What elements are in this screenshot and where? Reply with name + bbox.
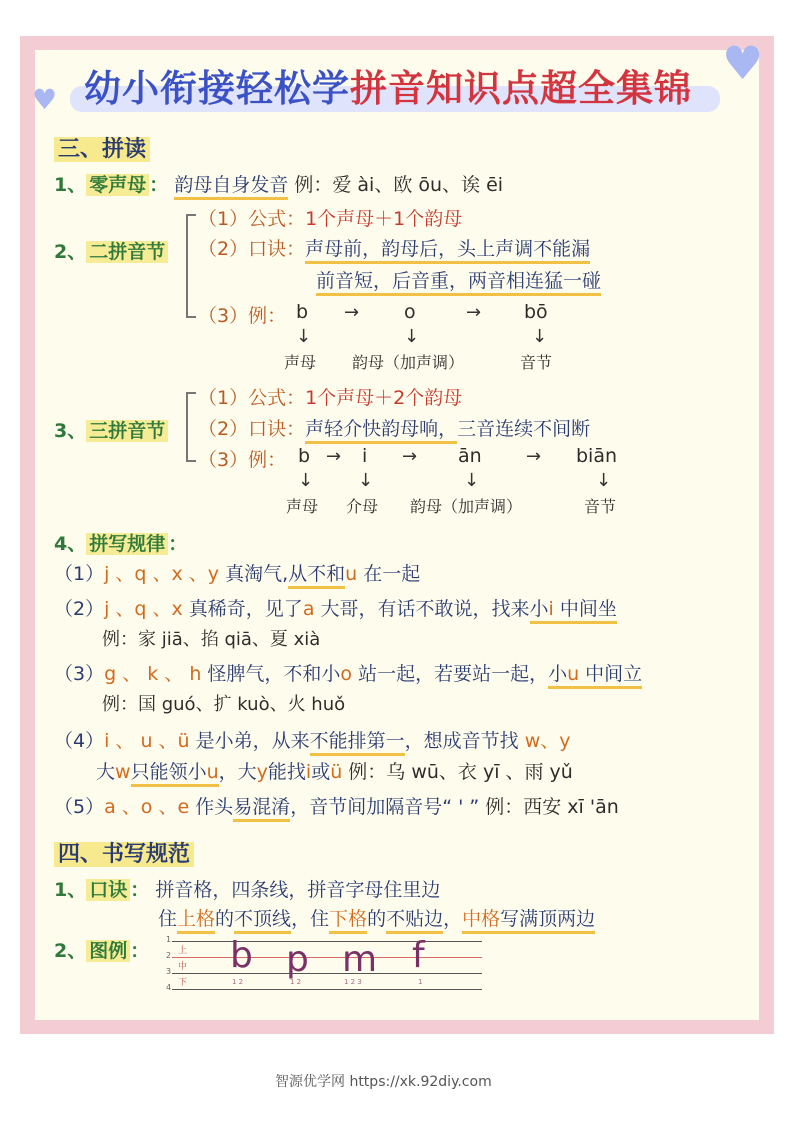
example-letter: ān: [458, 445, 482, 467]
rule-2: （2）j 、q 、x 真稀奇，见了a 大哥，有话不敢说，找来小i 中间坐: [54, 594, 617, 621]
pinyin-letter: p: [286, 939, 309, 980]
right-arrow-icon: →: [344, 302, 360, 323]
rule-3: （3）g 、 k 、 h 怪脾气，不和小o 站一起，若要站一起，小u 中间立: [54, 659, 642, 686]
staff-line: [172, 989, 482, 990]
caption: 介母: [346, 497, 379, 516]
down-arrow-icon: ↓: [296, 326, 312, 347]
example-text: 例：家 jiā、掐 qiā、夏 xià: [102, 629, 321, 650]
rhyme-line-1: （2）口诀：声母前，韵母后，头上声调不能漏: [198, 234, 590, 261]
example-syllable: bō: [524, 301, 548, 323]
title-part2: 拼音知识点超全集锦: [350, 67, 692, 110]
caption: 韵母（加声调）: [352, 353, 465, 372]
row-number: 3: [166, 967, 172, 976]
formula-line: （1）公式：1个声母＋1个韵母: [198, 208, 463, 230]
staff-line: [172, 973, 482, 974]
rule-letters: i 、 u 、ü: [104, 730, 190, 752]
example-text: 例：西安 xī 'ān: [485, 796, 619, 818]
footer-text: 智源优学网 https://xk.92diy.com: [275, 1074, 492, 1090]
staff-line: [172, 941, 482, 942]
writing-rhyme: 1、 口诀 ： 拼音格，四条线，拼音字母住里边: [54, 879, 441, 901]
section-heading-text: 三、拼读: [54, 137, 150, 162]
pinyin-letter: m: [342, 939, 378, 980]
row-number: 2: [166, 951, 172, 960]
example-tag: （3）例：: [198, 305, 287, 327]
row-number: 1: [166, 935, 172, 944]
caption: 声母: [284, 353, 317, 372]
item-label: 三拼音节: [86, 420, 168, 442]
item-label: 图例: [86, 940, 130, 962]
item-three-part-syllable: 3、 三拼音节: [54, 416, 168, 443]
rule-letters: g 、 k 、 h: [104, 663, 202, 685]
rhyme-text: 前音短，后音重，两音相连猛一碰: [316, 270, 601, 296]
rule-letters: j 、q 、x: [104, 598, 183, 620]
stroke-order: 1 2 3: [344, 978, 362, 986]
rule-text: 韵母自身发音: [174, 174, 288, 200]
down-arrow-icon: ↓: [358, 470, 374, 491]
item-label: 零声母: [86, 174, 149, 196]
down-arrow-icon: ↓: [404, 326, 420, 347]
right-arrow-icon: →: [402, 446, 418, 467]
rule-1: （1）j 、q 、x 、y 真淘气,从不和u 在一起: [54, 559, 420, 586]
example-letter: i: [362, 445, 368, 467]
section-heading-4: [54, 837, 194, 868]
row-number: 4: [166, 983, 172, 992]
caption: 音节: [520, 353, 553, 372]
rhyme-text: 声轻介快韵母响，: [305, 418, 457, 444]
example-letter: o: [404, 301, 416, 323]
stroke-order: 1: [418, 978, 423, 986]
caption: 韵母（加声调）: [410, 497, 523, 516]
rule-4: （4）i 、 u 、ü 是小弟，从来不能排第一，想成音节找 w、y: [54, 726, 570, 753]
down-arrow-icon: ↓: [298, 470, 314, 491]
right-arrow-icon: →: [326, 446, 342, 467]
rhyme-line: （2）口诀：声轻介快韵母响，三音连续不间断: [198, 414, 590, 441]
rhyme-text: 拼音格，四条线，拼音字母住里边: [155, 879, 441, 901]
zone-label: 下: [178, 978, 188, 988]
heart-icon: ♥: [32, 83, 58, 116]
heart-icon: ♥: [722, 36, 764, 90]
item-spelling-rules: 4、 拼写规律 ：: [54, 533, 188, 555]
stroke-order: 1 2: [290, 978, 302, 986]
example-tag: （3）例：: [198, 449, 287, 471]
rhyme-line-2: [316, 266, 601, 293]
formula-text: 1个声母＋1个韵母: [305, 208, 463, 230]
down-arrow-icon: ↓: [596, 470, 612, 491]
rule-5: （5）a 、o 、e 作头易混淆，音节间加隔音号“ ' ” 例：西安 xī 'ān: [54, 792, 619, 819]
item-two-part-syllable: 2、 二拼音节: [54, 237, 168, 264]
zone-label: 上: [178, 946, 188, 956]
bracket: [186, 214, 196, 318]
section-heading-text: 四、书写规范: [54, 842, 194, 867]
caption: 音节: [584, 497, 617, 516]
example-text: 例：爱 ài、欧 ōu、诶 ēi: [294, 174, 504, 196]
example-letter: b: [298, 445, 311, 467]
example-text: 例：乌 wū、衣 yī 、雨 yǔ: [348, 761, 573, 783]
formula-text: 1个声母＋2个韵母: [305, 387, 463, 409]
rule-4-line-2: 大w只能领小u，大y能找i或ü 例：乌 wū、衣 yī 、雨 yǔ: [96, 757, 573, 784]
writing-example: 2、 图例 ：: [54, 940, 150, 962]
item-label: 拼写规律: [86, 533, 168, 555]
rhyme-text: 声母前，韵母后，头上声调不能漏: [305, 238, 590, 264]
rule-letters: j 、q 、x 、y: [104, 563, 220, 585]
title-part1: 幼小衔接轻松学: [84, 67, 350, 110]
example-text: 例：国 guó、扩 kuò、火 huǒ: [102, 694, 346, 715]
zone-label: 中: [178, 962, 188, 972]
pinyin-letter: f: [412, 935, 425, 976]
pinyin-letter: b: [230, 935, 253, 976]
section-heading-3: [54, 132, 150, 163]
down-arrow-icon: ↓: [532, 326, 548, 347]
page-title: [84, 58, 692, 112]
item-label: 二拼音节: [86, 241, 168, 263]
right-arrow-icon: →: [526, 446, 542, 467]
example-syllable: biān: [576, 445, 618, 467]
staff-line: [172, 957, 482, 958]
writing-rhyme-line-2: 住上格的不顶线，住下格的不贴边，中格写满顶两边: [158, 904, 595, 931]
caption: 声母: [286, 497, 319, 516]
rule-letters: a 、o 、e: [104, 796, 190, 818]
example-letter: b: [296, 301, 309, 323]
bracket: [186, 392, 196, 462]
down-arrow-icon: ↓: [464, 470, 480, 491]
item-zero-initial: 1、 零声母 ： 韵母自身发音 例：爱 ài、欧 ōu、诶 ēi: [54, 170, 503, 197]
formula-line: （1）公式：1个声母＋2个韵母: [198, 387, 463, 409]
right-arrow-icon: →: [466, 302, 482, 323]
stroke-order: 1 2: [232, 978, 244, 986]
item-label: 口诀: [86, 879, 130, 901]
